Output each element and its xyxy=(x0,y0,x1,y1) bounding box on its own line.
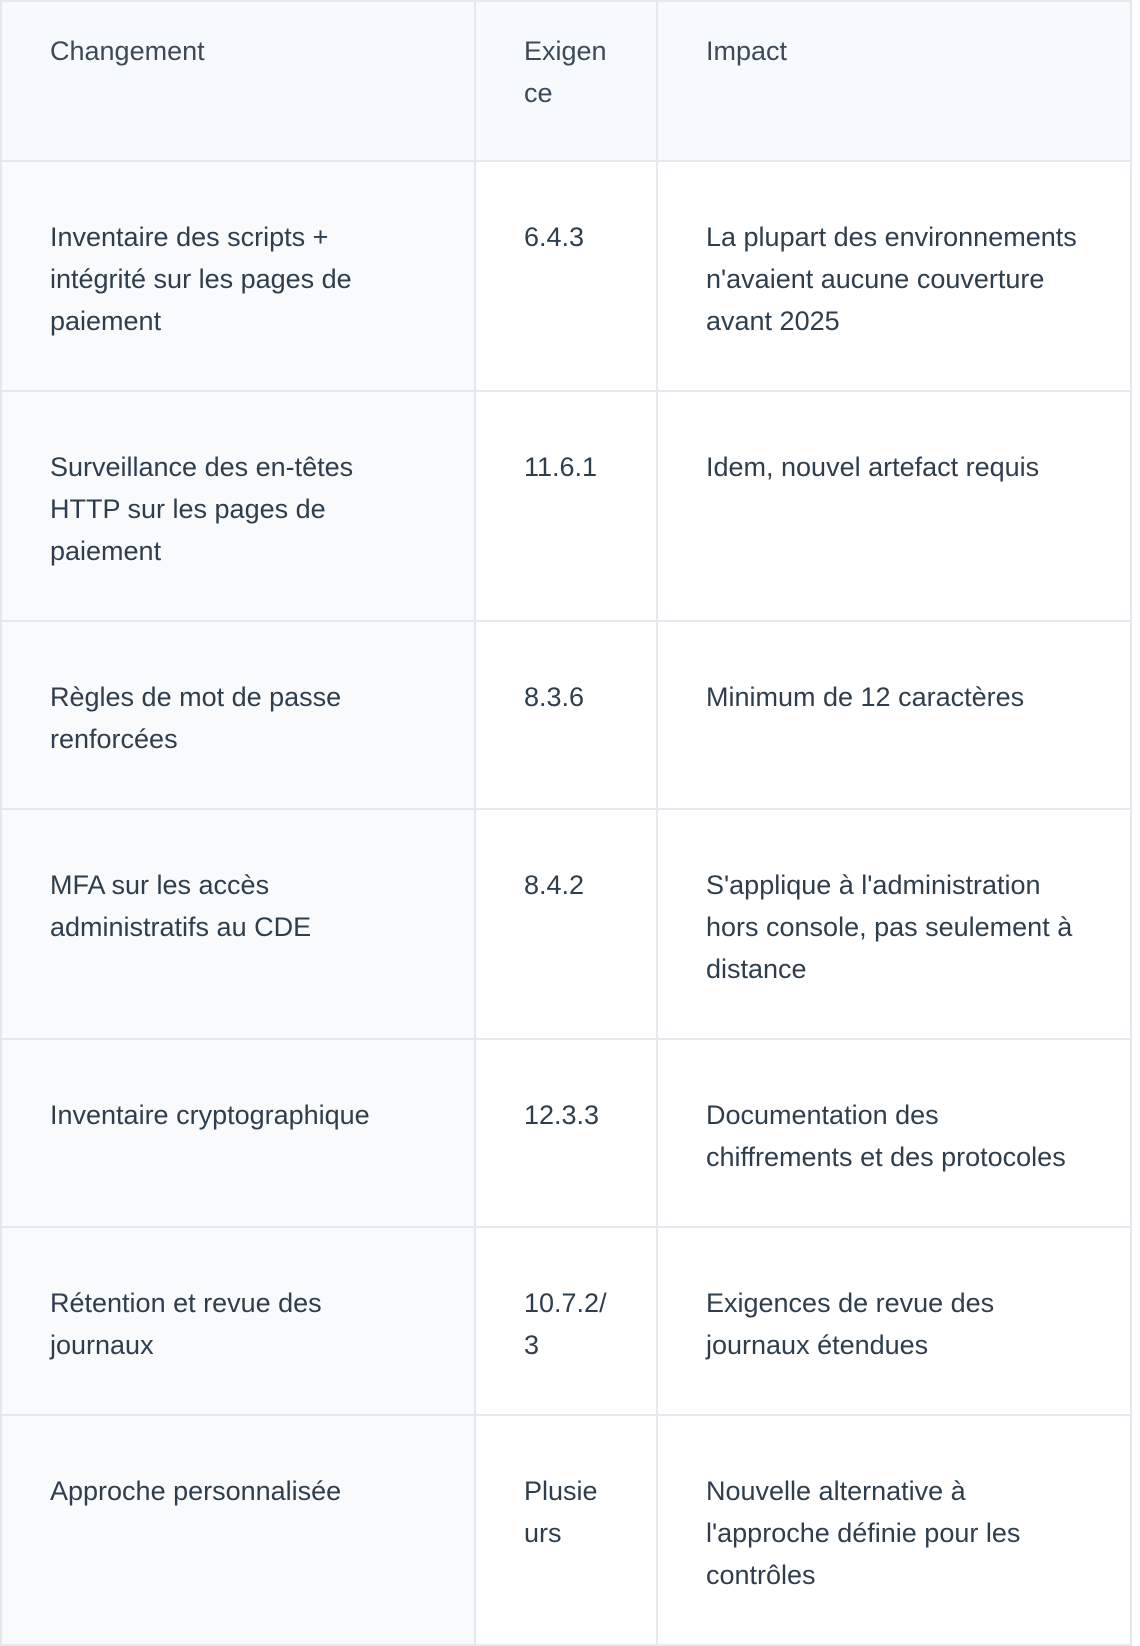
table-row xyxy=(1,809,1131,1039)
table-header xyxy=(1,1,1131,161)
cell-impact: Idem, nouvel artefact requis xyxy=(657,391,1131,621)
cell-change: MFA sur les accès administratifs au CDE xyxy=(1,809,475,1039)
cell-impact: Minimum de 12 caractères xyxy=(657,621,1131,809)
cell-change: Inventaire cryptographique xyxy=(1,1039,475,1227)
cell-requirement: 10.7.2/3 xyxy=(475,1227,657,1415)
cell-requirement: 11.6.1 xyxy=(475,391,657,621)
header-impact: Impact xyxy=(657,1,1131,161)
cell-requirement: 12.3.3 xyxy=(475,1039,657,1227)
cell-impact: Exigences de revue des journaux étendues xyxy=(657,1227,1131,1415)
cell-requirement: 8.3.6 xyxy=(475,621,657,809)
cell-change: Inventaire des scripts + intégrité sur les pages de paiement xyxy=(1,161,475,391)
cell-change: Règles de mot de passe renforcées xyxy=(1,621,475,809)
cell-impact: S'applique à l'administration hors console, pas seulement à distance xyxy=(657,809,1131,1039)
cell-impact: Nouvelle alternative à l'approche définie pour les contrôles xyxy=(657,1415,1131,1645)
cell-change: Surveillance des en-têtes HTTP sur les pages de paiement xyxy=(1,391,475,621)
cell-change: Rétention et revue des journaux xyxy=(1,1227,475,1415)
table-row xyxy=(1,1227,1131,1415)
header-requirement: Exigence xyxy=(475,1,657,161)
cell-impact: La plupart des environnements n'avaient aucune couverture avant 2025 xyxy=(657,161,1131,391)
cell-change: Approche personnalisée xyxy=(1,1415,475,1645)
header-change: Changement xyxy=(1,1,475,161)
cell-requirement: 6.4.3 xyxy=(475,161,657,391)
table-body xyxy=(1,161,1131,1645)
cell-requirement: Plusieurs xyxy=(475,1415,657,1645)
table-row xyxy=(1,1415,1131,1645)
table-row xyxy=(1,391,1131,621)
table-row xyxy=(1,1039,1131,1227)
table-row xyxy=(1,621,1131,809)
table-row xyxy=(1,161,1131,391)
header-row xyxy=(1,1,1131,161)
cell-requirement: 8.4.2 xyxy=(475,809,657,1039)
cell-impact: Documentation des chiffrements et des protocoles xyxy=(657,1039,1131,1227)
